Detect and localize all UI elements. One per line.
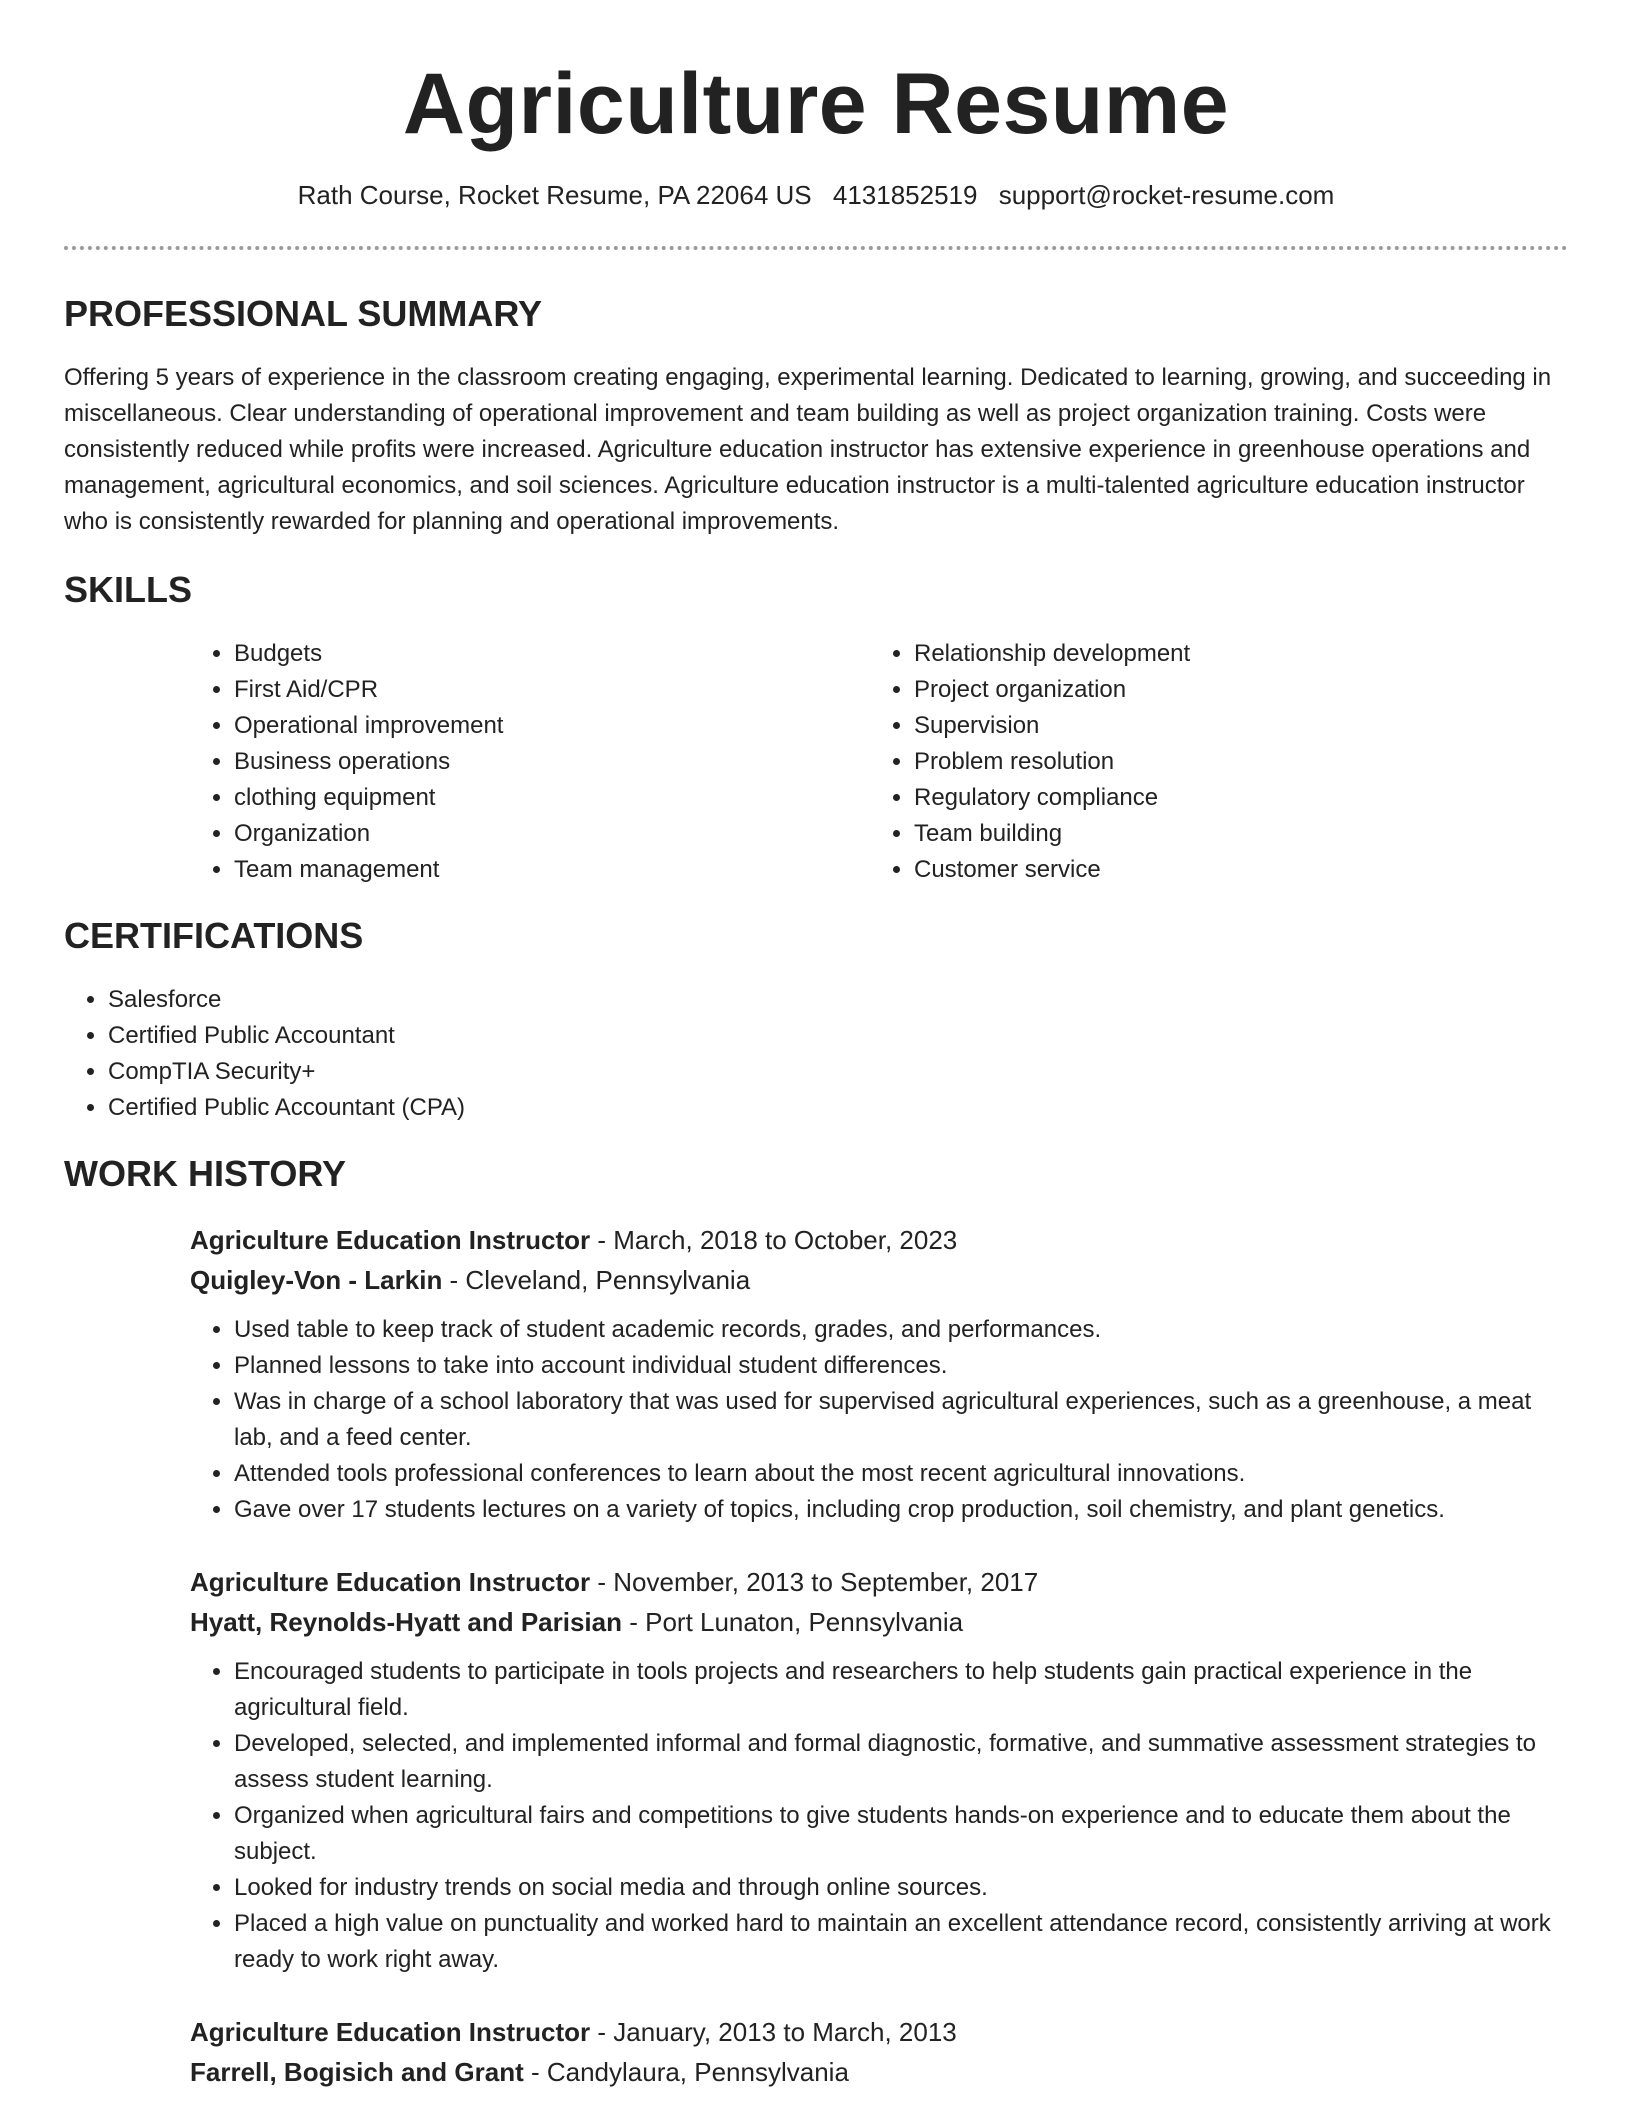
certification-item: • CompTIA Security+: [108, 1054, 1568, 1090]
job-duty: • Encouraged students to participate in tools projects and researchers to help students gain practical experience in the agricultural field.: [234, 1654, 1568, 1726]
contact-line: [64, 178, 1568, 212]
job-dates: - March, 2018 to October, 2023: [590, 1225, 958, 1255]
skill-item: • Organization: [234, 816, 870, 852]
job-entry: [190, 1562, 1568, 1978]
certification-item: • Certified Public Accountant (CPA): [108, 1090, 1568, 1126]
contact-address: Rath Course, Rocket Resume, PA 22064 US: [297, 180, 812, 210]
summary-heading: PROFESSIONAL SUMMARY: [64, 293, 543, 334]
skill-item: • First Aid/CPR: [234, 672, 870, 708]
job-duty: • Was in charge of a school laboratory that was used for supervised agricultural experiences, such as a greenhouse, a meat lab, and a feed center.: [234, 1384, 1568, 1456]
job-duty: • Looked for industry trends on social media and through online sources.: [234, 1870, 1568, 1906]
job-duties: [190, 1312, 1568, 1528]
skill-item: • Operational improvement: [234, 708, 870, 744]
job-duty: • Organized when agricultural fairs and competitions to give students hands-on experience and to educate them about the subject.: [234, 1798, 1568, 1870]
job-dates: - January, 2013 to March, 2013: [590, 2017, 957, 2047]
skill-item: • Supervision: [914, 708, 1550, 744]
job-duty: • Attended tools professional conferences to learn about the most recent agricultural innovations.: [234, 1456, 1568, 1492]
job-company-line: [190, 2052, 1568, 2092]
job-duty: • Planned lessons to take into account individual student differences.: [234, 1348, 1568, 1384]
contact-email: support@rocket-resume.com: [998, 180, 1335, 210]
job-title-line: [190, 2012, 1568, 2052]
summary-text: Offering 5 years of experience in the classroom creating engaging, experimental learning. Dedicated to learning, growing, and succeeding in miscellaneous. Clear understanding of operational improvement and team building as well as project organization training. Costs were consistently reduced while profits were increased. Agriculture education instructor has extensive experience in greenhouse operations and management, agricultural economics, and soil sciences. Agriculture education instructor is a multi-talented agriculture education instructor who is consistently rewarded for planning and operational improvements.: [64, 364, 1552, 535]
skill-item: • Project organization: [914, 672, 1550, 708]
work-history-heading: WORK HISTORY: [64, 1153, 347, 1194]
job-company-line: [190, 1260, 1568, 1300]
job-title-line: [190, 1220, 1568, 1260]
job-duty: • Used table to keep track of student academic records, grades, and performances.: [234, 1312, 1568, 1348]
certification-item: • Salesforce: [108, 982, 1568, 1018]
job-company: Quigley-Von - Larkin: [190, 1265, 443, 1295]
skill-item: • Business operations: [234, 744, 870, 780]
skill-item: • Regulatory compliance: [914, 780, 1550, 816]
job-company: Farrell, Bogisich and Grant: [190, 2057, 524, 2087]
skills-column-left: [190, 636, 870, 888]
contact-phone: 4131852519: [832, 180, 978, 210]
skill-item: • Relationship development: [914, 636, 1550, 672]
skills-list: [190, 636, 1568, 888]
skills-heading: SKILLS: [64, 569, 193, 610]
certifications-heading: CERTIFICATIONS: [64, 915, 364, 956]
resume-title: Agriculture Resume: [402, 56, 1230, 152]
job-entry: [190, 2012, 1568, 2092]
job-duty: • Gave over 17 students lectures on a variety of topics, including crop production, soil chemistry, and plant genetics.: [234, 1492, 1568, 1528]
resume-page: [64, 0, 1568, 2126]
skill-item: • Team management: [234, 852, 870, 888]
job-duties: [190, 1654, 1568, 1978]
job-dates: - November, 2013 to September, 2017: [590, 1567, 1039, 1597]
job-location: - Cleveland, Pennsylvania: [442, 1265, 751, 1295]
job-company-line: [190, 1602, 1568, 1642]
job-entry: [190, 1220, 1568, 1528]
job-title-line: [190, 1562, 1568, 1602]
job-company: Hyatt, Reynolds-Hyatt and Parisian: [190, 1607, 622, 1637]
job-duty: • Developed, selected, and implemented informal and formal diagnostic, formative, and summative assessment strategies to assess student learning.: [234, 1726, 1568, 1798]
certification-item: • Certified Public Accountant: [108, 1018, 1568, 1054]
job-role: Agriculture Education Instructor: [190, 1225, 591, 1255]
skill-item: • Customer service: [914, 852, 1550, 888]
skills-right-list: [870, 636, 1550, 888]
job-location: - Port Lunaton, Pennsylvania: [622, 1607, 964, 1637]
certifications-list: [64, 982, 1568, 1126]
job-role: Agriculture Education Instructor: [190, 1567, 591, 1597]
skill-item: • clothing equipment: [234, 780, 870, 816]
skill-item: • Problem resolution: [914, 744, 1550, 780]
skills-left-list: [190, 636, 870, 888]
skills-column-right: [870, 636, 1550, 888]
skill-item: • Budgets: [234, 636, 870, 672]
work-history-list: [190, 1220, 1568, 2092]
skill-item: • Team building: [914, 816, 1550, 852]
job-location: - Candylaura, Pennsylvania: [523, 2057, 849, 2087]
header-divider: [64, 246, 1568, 250]
job-duty: • Placed a high value on punctuality and worked hard to maintain an excellent attendance record, consistently arriving at work ready to work right away.: [234, 1906, 1568, 1978]
job-role: Agriculture Education Instructor: [190, 2017, 591, 2047]
